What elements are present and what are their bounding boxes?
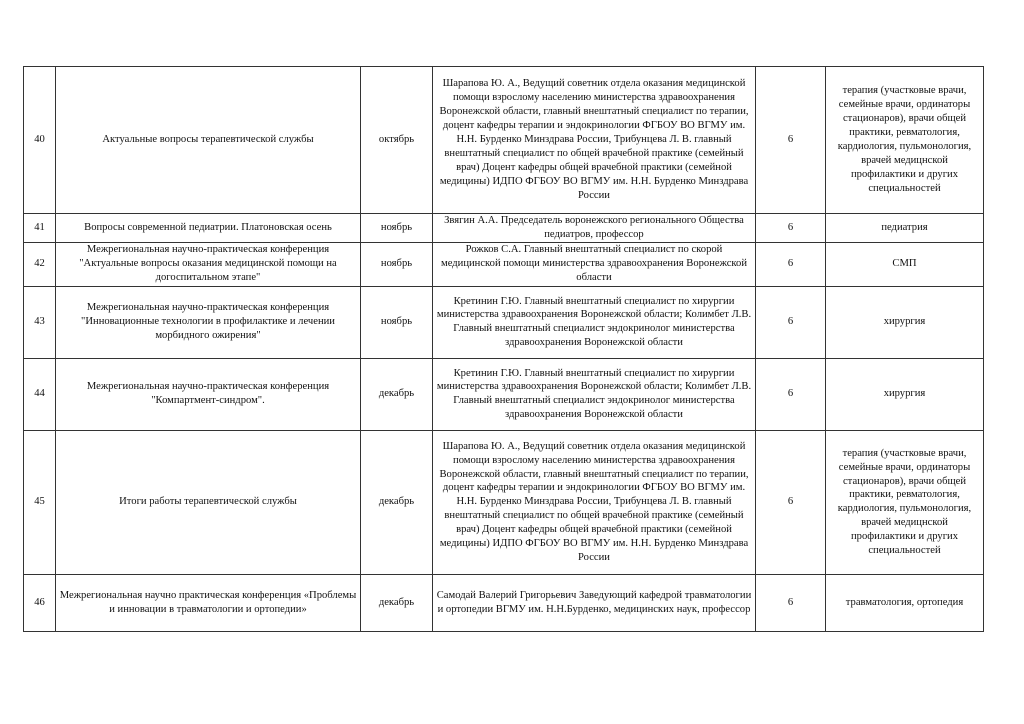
event-organizer: Кретинин Г.Ю. Главный внештатный специалист по хирургии министерства здравоохранения Воронежской области; Колимбет Л.В. Главный внештатный специалист эндокринолог министерства здравоохранения Воронежской области bbox=[433, 286, 756, 358]
event-organizer: Шарапова Ю. А., Ведущий советник отдела оказания медицинской помощи взрослому населению министерства здравоохранения Воронежской области, главный внештатный специалист по терапии, доцент кафедры терапии и эндокринологии ФГБОУ ВО ВГМУ им. Н.Н. Бурденко Минздрава России, Трибунцева Л. В. главный внештатный специалист по общей врачебной практике (семейный врач) Доцент кафедры общей врачебной практики (семейной медицины) ИДПО ФГБОУ ВО ВГМУ им. Н.Н. Бурденко Минздрава России bbox=[433, 430, 756, 574]
table-row bbox=[24, 574, 984, 631]
event-topic: Актуальные вопросы терапевтической службы bbox=[56, 67, 361, 214]
event-hours: 6 bbox=[756, 358, 826, 430]
event-hours: 6 bbox=[756, 574, 826, 631]
row-number: 44 bbox=[24, 358, 56, 430]
row-number: 41 bbox=[24, 214, 56, 243]
event-organizer: Рожков С.А. Главный внештатный специалист по скорой медицинской помощи министерства здравоохранения Воронежской области bbox=[433, 242, 756, 286]
table-row bbox=[24, 358, 984, 430]
event-organizer: Шарапова Ю. А., Ведущий советник отдела оказания медицинской помощи взрослому населению министерства здравоохранения Воронежской области, главный внештатный специалист по терапии, доцент кафедры терапии и эндокринологии ФГБОУ ВО ВГМУ им. Н.Н. Бурденко Минздрава России, Трибунцева Л. В. главный внештатный специалист по общей врачебной практике (семейный врач) Доцент кафедры общей врачебной практики (семейной медицины) ИДПО ФГБОУ ВО ВГМУ им. Н.Н. Бурденко Минздрава России bbox=[433, 67, 756, 214]
event-topic: Межрегиональная научно-практическая конференция "Компартмент-синдром". bbox=[56, 358, 361, 430]
row-number: 40 bbox=[24, 67, 56, 214]
event-organizer: Звягин А.А. Председатель воронежского регионального Общества педиатров, профессор bbox=[433, 214, 756, 243]
event-hours: 6 bbox=[756, 214, 826, 243]
row-number: 43 bbox=[24, 286, 56, 358]
table-row bbox=[24, 242, 984, 286]
event-organizer: Самодай Валерий Григорьевич Заведующий кафедрой травматологии и ортопедии ВГМУ им. Н.Н.Бурденко, медицинских наук, профессор bbox=[433, 574, 756, 631]
row-number: 45 bbox=[24, 430, 56, 574]
events-table bbox=[23, 66, 984, 632]
event-topic: Межрегиональная научно-практическая конференция "Актуальные вопросы оказания медицинской помощи на догоспитальном этапе" bbox=[56, 242, 361, 286]
event-topic: Межрегиональная научно-практическая конференция "Инновационные технологии в профилактике и лечении морбидного ожирения" bbox=[56, 286, 361, 358]
row-number: 46 bbox=[24, 574, 56, 631]
event-specialties: СМП bbox=[826, 242, 984, 286]
event-specialties: терапия (участковые врачи, семейные врачи, ординаторы стационаров), врачи общей практики, ревматология, кардиология, пульмонология, врачей медицнской профилактики и других специальностей bbox=[826, 67, 984, 214]
event-hours: 6 bbox=[756, 242, 826, 286]
event-month: ноябрь bbox=[361, 286, 433, 358]
event-hours: 6 bbox=[756, 286, 826, 358]
event-topic: Межрегиональная научно практическая конференция «Проблемы и инновации в травматологии и ортопедии» bbox=[56, 574, 361, 631]
event-month: декабрь bbox=[361, 358, 433, 430]
table-row bbox=[24, 214, 984, 243]
event-month: декабрь bbox=[361, 574, 433, 631]
event-topic: Вопросы современной педиатрии. Платоновская осень bbox=[56, 214, 361, 243]
table-row bbox=[24, 430, 984, 574]
event-hours: 6 bbox=[756, 67, 826, 214]
table-row bbox=[24, 286, 984, 358]
event-month: октябрь bbox=[361, 67, 433, 214]
table-row bbox=[24, 67, 984, 214]
event-specialties: терапия (участковые врачи, семейные врачи, ординаторы стационаров), врачи общей практики, ревматология, кардиология, пульмонология, врачей медицнской профилактики и других специальностей bbox=[826, 430, 984, 574]
event-specialties: травматология, ортопедия bbox=[826, 574, 984, 631]
event-hours: 6 bbox=[756, 430, 826, 574]
event-organizer: Кретинин Г.Ю. Главный внештатный специалист по хирургии министерства здравоохранения Воронежской области; Колимбет Л.В. Главный внештатный специалист эндокринолог министерства здравоохранения Воронежской области bbox=[433, 358, 756, 430]
event-specialties: хирургия bbox=[826, 286, 984, 358]
event-month: декабрь bbox=[361, 430, 433, 574]
event-specialties: хирургия bbox=[826, 358, 984, 430]
event-topic: Итоги работы терапевтической службы bbox=[56, 430, 361, 574]
row-number: 42 bbox=[24, 242, 56, 286]
event-specialties: педиатрия bbox=[826, 214, 984, 243]
event-month: ноябрь bbox=[361, 242, 433, 286]
event-month: ноябрь bbox=[361, 214, 433, 243]
